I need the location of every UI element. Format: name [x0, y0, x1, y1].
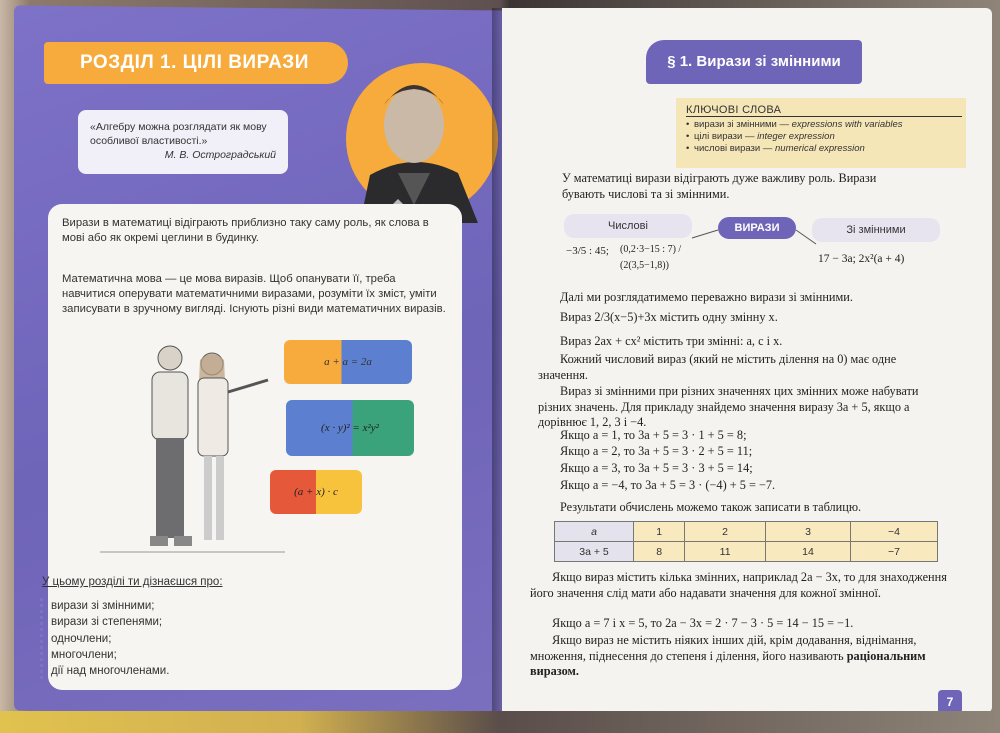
- keywords-title: КЛЮЧОВІ СЛОВА: [686, 104, 962, 117]
- calc-line: Якщо a = 3, то 3a + 5 = 3 · 3 + 5 = 14;: [560, 461, 753, 475]
- keyword-item: • цілі вирази — integer expression: [686, 131, 956, 143]
- table-cell: 1: [634, 522, 685, 542]
- paragraph-6: Вираз зі змінними при різних значеннях цих змінних може набувати різних значень. Для прикладу знайдемо значення виразу 3a + 5, якщо a дорівнює 1, 2, 3 і −4.: [538, 384, 919, 429]
- paragraph-9: Якщо a = 7 і x = 5, то 2a − 3x = 2 · 7 − 3 · 5 = 14 − 15 = −1.: [552, 616, 854, 630]
- paragraph-intro: У математиці вирази відіграють дуже важливу роль. Вирази бувають числові та зі змінними.: [562, 171, 877, 201]
- table-cell: 8: [634, 542, 685, 562]
- learn-item: многочлени;: [51, 648, 117, 661]
- calc-line: Якщо a = 2, то 3a + 5 = 3 · 2 + 5 = 11;: [560, 444, 753, 458]
- learn-title: У цьому розділі ти дізнаєшся про:: [42, 576, 223, 588]
- ostrogradsky-portrait: [330, 55, 498, 223]
- numeric-example-a: −3/5 : 45;: [566, 245, 609, 257]
- learn-list: [40, 598, 169, 679]
- table-cell: 3: [765, 522, 850, 542]
- paragraph-8: Якщо вираз містить кілька змінних, наприклад 2a − 3x, то для знаходження його значення слід мати або надавати значення для кожної змінної.: [530, 570, 947, 600]
- variable-label: Зі змінними: [812, 218, 940, 242]
- variable-example: 17 − 3a; 2x²(a + 4): [818, 253, 905, 265]
- numeric-example-b: (0,2·3−15 : 7) / (2(3,5−1,8)): [620, 244, 682, 271]
- quote-author: М. В. Остроградський: [164, 149, 276, 161]
- chapter-title: РОЗДІЛ 1. ЦІЛІ ВИРАЗИ: [44, 42, 348, 84]
- section-title: § 1. Вирази зі змінними: [646, 40, 862, 84]
- quote-text: «Алгебру можна розглядати як мову особливої властивості.»: [90, 121, 267, 147]
- paragraph-2: Далі ми розглядатимемо переважно вирази зі змінними.: [560, 290, 853, 304]
- learn-item: вирази зі змінними;: [51, 600, 155, 612]
- table-cell: 11: [685, 542, 766, 562]
- table-cell: 2: [685, 522, 766, 542]
- expressions-label: ВИРАЗИ: [718, 217, 796, 239]
- keywords-box: [676, 98, 966, 168]
- bottom-strip: [0, 711, 1000, 733]
- table-cell: −4: [851, 522, 938, 542]
- puzzle-piece-power: (x · y)² = x²y²: [286, 400, 414, 456]
- table-header-cell: a: [555, 522, 634, 542]
- paragraph-3: Вираз 2/3(x−5)+3x містить одну змінну x.: [560, 310, 778, 324]
- table-cell: −7: [851, 542, 938, 562]
- table-header-cell: 3a + 5: [555, 542, 634, 562]
- students-illustration: [100, 340, 285, 562]
- calc-line: Якщо a = −4, то 3a + 5 = 3 · (−4) + 5 = −7.: [560, 478, 776, 492]
- intro-paragraph-1: Вирази в математиці відіграють приблизно таку саму роль, як слова в мові або як окремі цеглини в будинку.: [62, 217, 429, 244]
- page-number: 7: [938, 690, 962, 714]
- numeric-label: Числові: [564, 214, 692, 238]
- learn-item: дії над многочленами.: [51, 665, 170, 678]
- connector-lines: [690, 220, 820, 250]
- quote-card: [78, 110, 288, 174]
- rational-expression-term: раціональним виразом.: [530, 648, 926, 678]
- paragraph-5: Кожний числовий вираз (який не містить ділення на 0) має одне значення.: [538, 352, 897, 382]
- paragraph-10: Якщо вираз не містить ніяких інших дій, крім додавання, віднімання, множення, піднесення до степеня і ділення, його називають раціональним виразом.: [530, 633, 926, 678]
- calc-line: Якщо a = 1, то 3a + 5 = 3 · 1 + 5 = 8;: [560, 428, 747, 442]
- keyword-item: • числові вирази — numerical expression: [686, 143, 956, 155]
- paragraph-7: Результати обчислень можемо також записати в таблицю.: [560, 500, 862, 514]
- keyword-item: • вирази зі змінними — expressions with variables: [686, 119, 956, 131]
- table-row: [555, 542, 938, 562]
- puzzle-piece-addition: a + a = 2a: [284, 340, 412, 384]
- learn-item: одночлени;: [51, 632, 112, 645]
- intro-paragraph-2: Математична мова — це мова виразів. Щоб опанувати її, треба навчитися оперувати математичними виразами, розуміти їх зміст, уміти записувати в зручному вигляді. Існують різні види математичних виразів.: [62, 273, 446, 315]
- paragraph-4: Вираз 2ax + cx² містить три змінні: a, c і x.: [560, 334, 783, 348]
- values-table: [554, 521, 938, 562]
- learn-item: вирази зі степенями;: [51, 616, 163, 629]
- table-row: [555, 522, 938, 542]
- puzzle-illustration: [270, 330, 430, 530]
- puzzle-piece-product: (a + x) · c: [270, 470, 362, 514]
- table-cell: 14: [765, 542, 850, 562]
